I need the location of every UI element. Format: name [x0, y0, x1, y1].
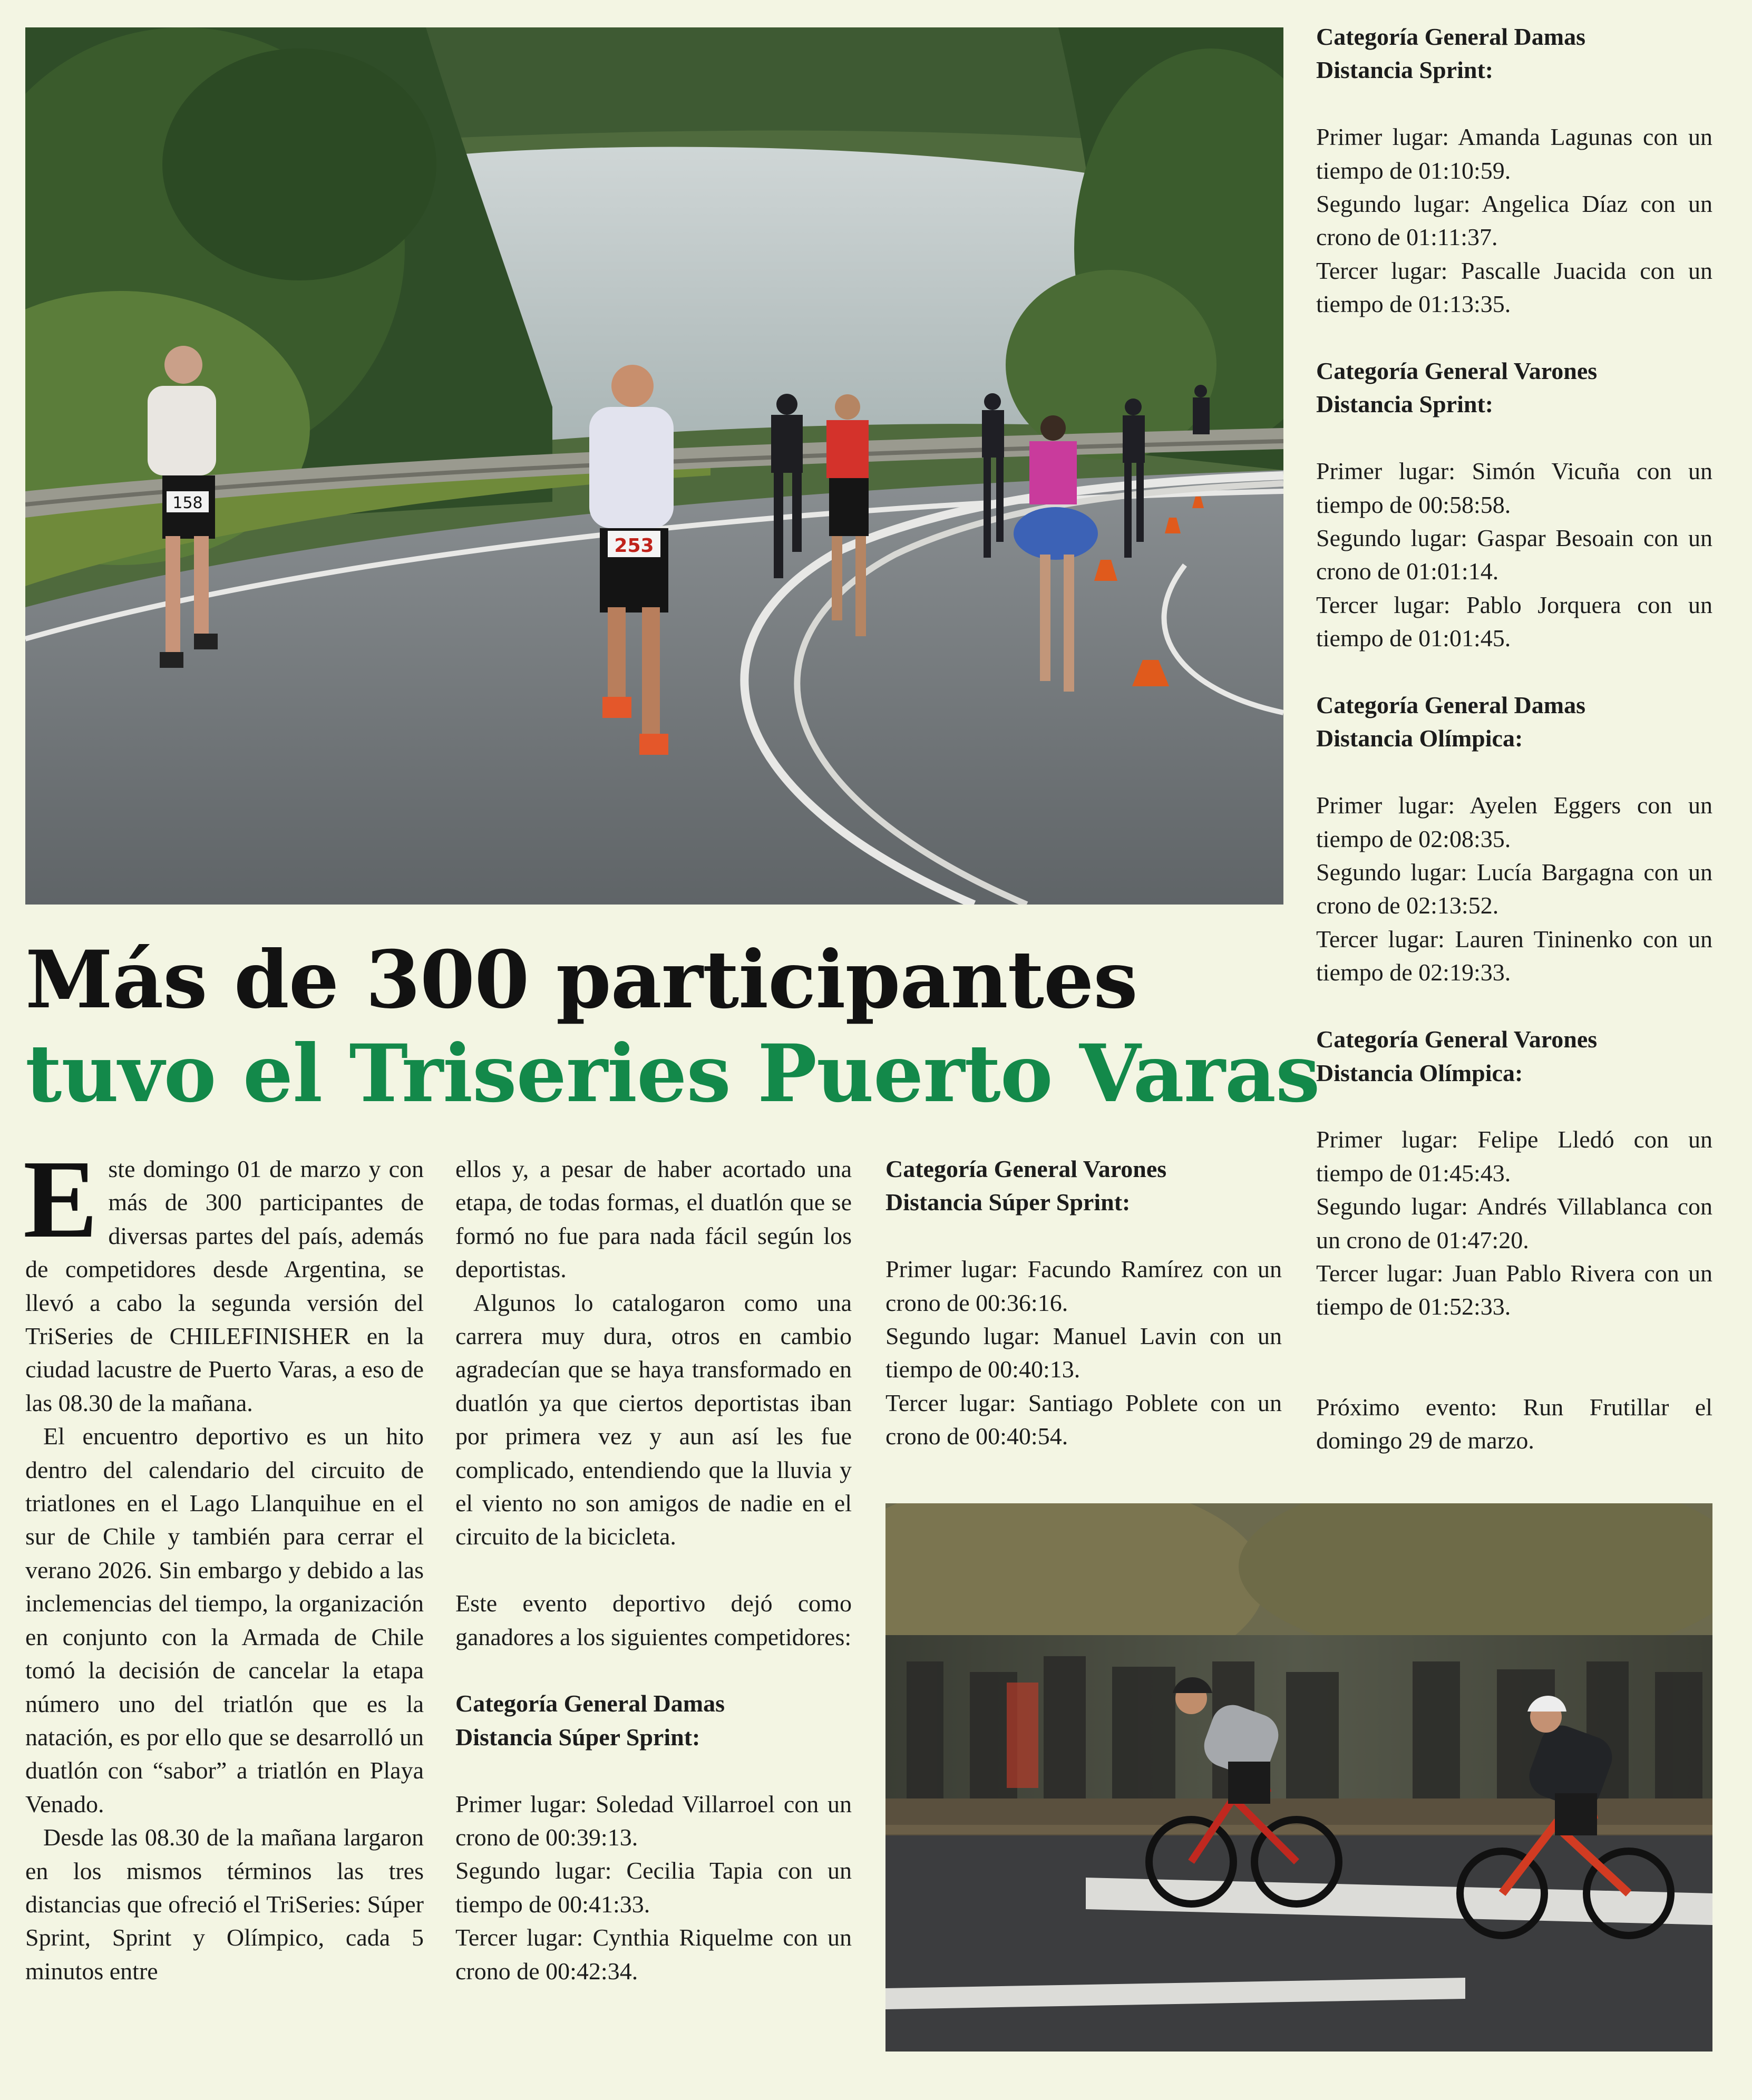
- result-first: Primer lugar: Amanda Lagunas con un tiempo de 01:10:59.: [1316, 123, 1712, 184]
- next-event-notice: Próximo evento: Run Frutillar el domingo 29 de marzo.: [1316, 1393, 1712, 1454]
- result-third: Tercer lugar: Santiago Poblete con un crono de 00:40:54.: [885, 1389, 1282, 1450]
- result-second: Segundo lugar: Cecilia Tapia con un tiempo de 00:41:33.: [455, 1857, 852, 1918]
- result-third: Tercer lugar: Pablo Jorquera con un tiempo de 01:01:45.: [1316, 591, 1712, 652]
- result-third: Tercer lugar: Juan Pablo Rivera con un tiempo de 01:52:33.: [1316, 1259, 1712, 1320]
- result-second: Segundo lugar: Gaspar Besoain con un crono de 01:01:14.: [1316, 524, 1712, 585]
- results-block-damas-sprint: [1316, 20, 1712, 321]
- result-second: Segundo lugar: Manuel Lavin con un tiempo de 00:40:13.: [885, 1323, 1282, 1383]
- result-second: Segundo lugar: Andrés Villablanca con un crono de 01:47:20.: [1316, 1193, 1712, 1253]
- category-heading: Categoría General Varones Distancia Olímpica:: [1316, 1026, 1598, 1086]
- paragraph-continuation: ellos y, a pesar de haber acortado una etapa, de todas formas, el duatlón que se formó no fue para nada fácil según los deportistas.: [455, 1155, 852, 1283]
- results-block-varones-sprint: [1316, 354, 1712, 655]
- paragraph-hito: El encuentro deportivo es un hito dentro del calendario del circuito de triatlones en el Lago Llanquihue en el sur de Chile y también para cerrar el verano 2026. Sin embargo y debido a las inclemencias del tiempo, la organización en conjunto con la Armada de Chile tomó la decisión de cancelar la etapa número uno del triatlón que es la natación, es por ello que se desarrolló un duatlón con “sabor” a triatlón en Playa Venado.: [25, 1423, 424, 1817]
- result-first: Primer lugar: Facundo Ramírez con un crono de 00:36:16.: [885, 1256, 1282, 1316]
- bib-158-number: 158: [172, 494, 203, 512]
- category-heading: Categoría General Damas Distancia Olímpica:: [1316, 692, 1585, 752]
- result-third: Tercer lugar: Lauren Tininenko con un tiempo de 02:19:33.: [1316, 925, 1712, 986]
- paragraph-algunos: Algunos lo catalogaron como una carrera muy dura, otros en cambio agradecían que se haya transformado en duatlón ya que ciertos deportistas iban por primera vez y aun así les fue complicado, entendiendo que la lluvia y el viento no son amigos de nadie en el circuito de la bicicleta.: [455, 1289, 852, 1550]
- bottom-photo-cyclists: [885, 1503, 1712, 2052]
- category-heading: Categoría General Varones Distancia Sprint:: [1316, 357, 1598, 418]
- category-heading-damas-super-sprint: Categoría General Damas Distancia Súper Sprint:: [455, 1690, 725, 1751]
- result-third: Tercer lugar: Cynthia Riquelme con un crono de 00:42:34.: [455, 1924, 852, 1985]
- bib-253-number: 253: [614, 535, 654, 557]
- article-column-1: [23, 1137, 424, 1988]
- result-first: Primer lugar: Simón Vicuña con un tiempo de 00:58:58.: [1316, 458, 1712, 518]
- result-second: Segundo lugar: Angelica Díaz con un crono de 01:11:37.: [1316, 190, 1712, 251]
- paragraph-largaron: Desde las 08.30 de la mañana largaron en los mismos términos las tres distancias que ofreció el TriSeries: Súper Sprint, Sprint y Olímpico, cada 5 minutos entre: [25, 1824, 424, 1985]
- top-photo-runners: [25, 27, 1283, 905]
- drop-cap: E: [23, 1137, 98, 1261]
- article-column-3: [885, 1152, 1282, 1453]
- headline-line-2: tuvo el Triseries Puerto Varas: [25, 1027, 1320, 1120]
- results-block-varones-olimpica: [1316, 1023, 1712, 1324]
- article-column-2: [455, 1152, 852, 1988]
- results-block-damas-olimpica: [1316, 688, 1712, 989]
- headline: [25, 933, 1320, 1121]
- paragraph-intro: ste domingo 01 de marzo y con más de 300 participantes de diversas partes del país, además de competidores desde Argentina, se llevó a cabo la segunda versión del TriSeries de CHILEFINISHER en la ciudad lacustre de Puerto Varas, a eso de las 08.30 de la mañana.: [25, 1155, 424, 1416]
- result-third: Tercer lugar: Pascalle Juacida con un tiempo de 01:13:35.: [1316, 257, 1712, 318]
- paragraph-ganadores: Este evento deportivo dejó como ganadores a los siguientes competidores:: [455, 1590, 852, 1650]
- result-first: Primer lugar: Soledad Villarroel con un crono de 00:39:13.: [455, 1790, 852, 1851]
- result-second: Segundo lugar: Lucía Bargagna con un crono de 02:13:52.: [1316, 859, 1712, 919]
- results-column-right: [1316, 20, 1712, 1457]
- result-first: Primer lugar: Ayelen Eggers con un tiempo de 02:08:35.: [1316, 792, 1712, 852]
- category-heading-varones-super-sprint: Categoría General Varones Distancia Súper Sprint:: [885, 1155, 1167, 1216]
- category-heading: Categoría General Damas Distancia Sprint:: [1316, 23, 1585, 84]
- result-first: Primer lugar: Felipe Lledó con un tiempo de 01:45:43.: [1316, 1126, 1712, 1187]
- headline-line-1: Más de 300 participantes: [25, 934, 1137, 1026]
